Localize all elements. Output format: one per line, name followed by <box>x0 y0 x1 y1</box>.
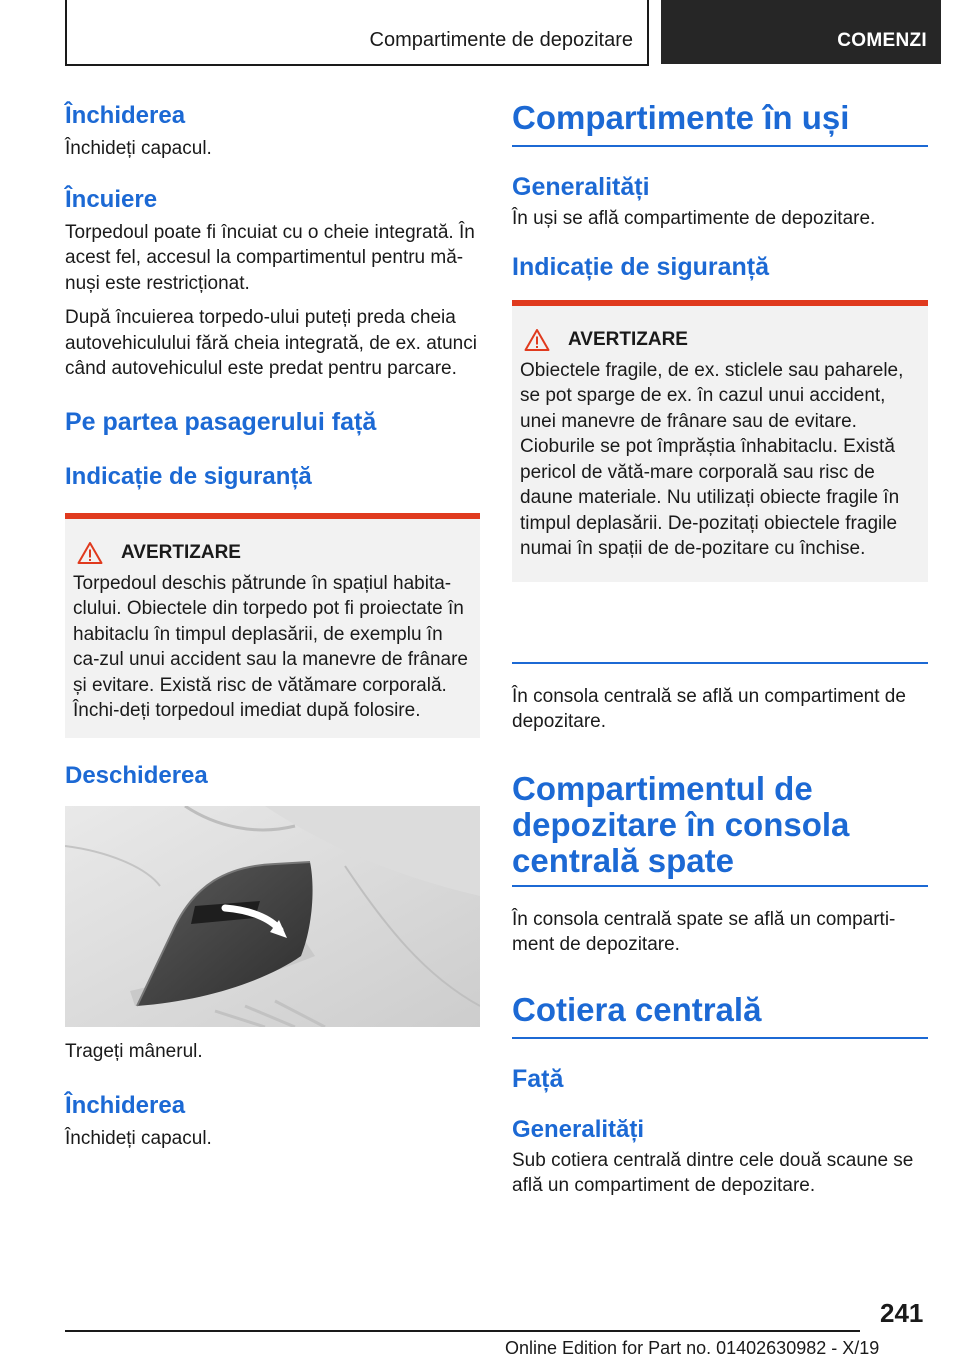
heading-general: Generalități <box>512 173 650 201</box>
chapter-tab-label: COMENZI <box>837 30 927 51</box>
warning-text-right: Obiectele fragile, de ex. sticlele sau paharele, se pot sparge de ex. în cazul unui accident, unei manevre de frânare sau de evitare. Cioburile se pot împrăștia înhabitaclu. Există pericol de vătă‐mare corporală sau risc de daune materiale. Nu utilizați obiecte fragile în timpul deplasării. De‐pozitați obiectele fragile numai în spații de de‐pozitare cu închise. <box>520 359 904 559</box>
heading-rule <box>512 145 928 147</box>
warning-header <box>524 328 920 352</box>
heading-incuiere: Încuiere <box>65 185 158 213</box>
paragraph-inchiderea-2: Închideți capacul. <box>65 1128 212 1149</box>
chapter-tab[interactable] <box>661 0 941 64</box>
glovebox-illustration <box>65 806 480 1027</box>
footer-rule <box>65 1330 860 1332</box>
heading-passenger-side: Pe partea pasagerului față <box>65 407 377 436</box>
page-number: 241 <box>880 1298 924 1328</box>
right-column <box>512 100 928 1199</box>
warning-label: AVERTIZARE <box>121 541 241 563</box>
page-header <box>0 0 960 66</box>
section-rule <box>512 662 928 664</box>
warning-box-right <box>512 300 928 582</box>
heading-rule <box>512 1037 928 1039</box>
heading-front: Față <box>512 1064 564 1093</box>
glovebox-photo <box>65 806 480 1027</box>
edition-footer[interactable]: Online Edition for Part no. 01402630982 - X/19 <box>505 1338 880 1358</box>
warning-text-left: Torpedoul deschis pătrunde în spațiul habita‐clului. Obiectele din torpedo pot fi proiectate în habitaclu în timpul deplasării, de exemplu în ca‐zul unui accident sau la manevre de frânare și evitare. Există risc de vătămare corporală. Închi‐deți torpedoul imediat după folosire. <box>73 572 469 721</box>
warning-label: AVERTIZARE <box>568 328 688 350</box>
paragraph-general: În uși se află compartimente de depozitare. <box>512 208 876 229</box>
warning-box-left <box>65 513 480 738</box>
heading-safety-right: Indicație de siguranță <box>512 252 770 281</box>
section-title: Compartimente de depozitare <box>369 29 633 51</box>
paragraph-incuiere-2: După încuierea torpedo-ului puteți preda cheia autovehiculului fără cheia integrată, de ex. atunci când autovehiculul este predat pentru parcare. <box>65 307 477 379</box>
paragraph-console: În consola centrală se află un compartiment de depozitare. <box>512 685 906 732</box>
heading-inchiderea-2: Închiderea <box>65 1092 186 1119</box>
heading-rear-console: Compartimentul de depozitare în consola centrală spate <box>512 769 850 879</box>
paragraph-armrest-general: Sub cotiera centrală dintre cele două scaune se află un compartiment de depozitare. <box>512 1149 914 1196</box>
warning-header <box>77 541 472 565</box>
paragraph-inchiderea: Închideți capacul. <box>65 138 212 159</box>
photo-caption: Trageți mânerul. <box>65 1040 203 1062</box>
heading-armrest-general: Generalități <box>512 1115 645 1143</box>
heading-deschiderea: Deschiderea <box>65 761 208 789</box>
header-section-box <box>65 0 649 66</box>
warning-triangle-icon <box>524 328 550 352</box>
heading-rule <box>512 885 928 887</box>
heading-armrest: Cotiera centrală <box>512 990 762 1028</box>
warning-triangle-icon <box>77 541 103 565</box>
heading-door-compartments: Compartimente în uși <box>512 99 850 136</box>
heading-inchiderea: Închiderea <box>65 102 186 129</box>
left-column <box>65 100 480 1152</box>
paragraph-incuiere-1: Torpedoul poate fi încuiat cu o cheie integrată. În acest fel, accesul la compartimentul pentru mă‐nuși este restricționat. <box>65 221 475 294</box>
heading-safety-left: Indicație de siguranță <box>65 462 312 490</box>
paragraph-rear-console: În consola centrală spate se află un comparti‐ment de depozitare. <box>512 908 896 955</box>
